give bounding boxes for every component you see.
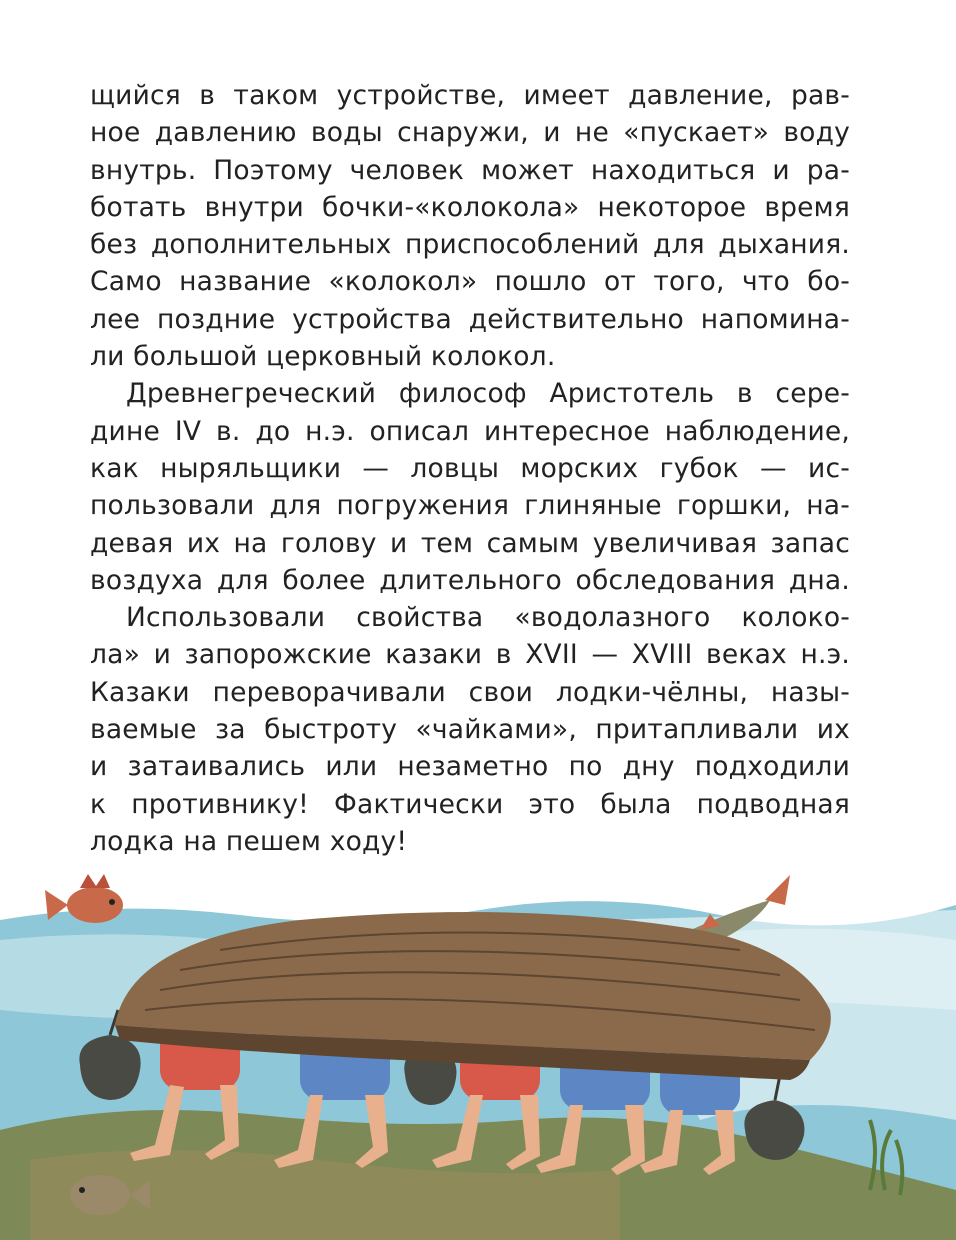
text-line: Использовали свойства «водолазного колоко- <box>126 602 850 634</box>
text-line: и затаивались или незаметно по дну подходили <box>90 751 850 783</box>
text-line: Древнегреческий философ Аристотель в сере- <box>126 378 850 410</box>
text-line: Само название «колокол» пошло от того, что бо- <box>90 266 850 298</box>
text-block <box>90 77 850 860</box>
text-line: ла» и запорожские казаки в XVII — XVIII веках н.э. <box>90 639 850 671</box>
text-line: без дополнительных приспособлений для дыхания. <box>90 229 850 261</box>
text-line: ное давлению воды снаружи, и не «пускает» воду <box>90 117 850 149</box>
paragraph-3 <box>90 599 850 860</box>
paragraph-1 <box>90 77 850 375</box>
text-line: ваемые за быстроту «чайками», притапливали их <box>90 714 850 746</box>
text-line: пользовали для погружения глиняные горшки, на- <box>90 490 850 522</box>
text-line: лее поздние устройства действительно напомина- <box>90 303 850 335</box>
cossack-boat-illustration <box>0 860 956 1240</box>
paragraph-2 <box>90 375 850 599</box>
text-line: лодка на пешем ходу! <box>90 825 408 857</box>
text-line: щийся в таком устройстве, имеет давление, рав- <box>90 80 850 111</box>
text-line: к противнику! Фактически это была подводная <box>90 788 850 820</box>
text-line: Казаки переворачивали свои лодки-чёлны, назы- <box>90 676 850 708</box>
text-line: дине IV в. до н.э. описал интересное наблюдение, <box>90 415 850 447</box>
text-line: как ныряльщики — ловцы морских губок — ис- <box>90 452 850 484</box>
text-line: внутрь. Поэтому человек может находиться и ра- <box>90 154 850 186</box>
text-line: ботать внутри бочки-«колокола» некоторое время <box>90 191 850 223</box>
text-line: ли большой церковный колокол. <box>90 341 556 373</box>
text-line: девая их на голову и тем самым увеличивая запас <box>90 527 850 559</box>
text-line: воздуха для более длительного обследования дна. <box>90 564 850 596</box>
